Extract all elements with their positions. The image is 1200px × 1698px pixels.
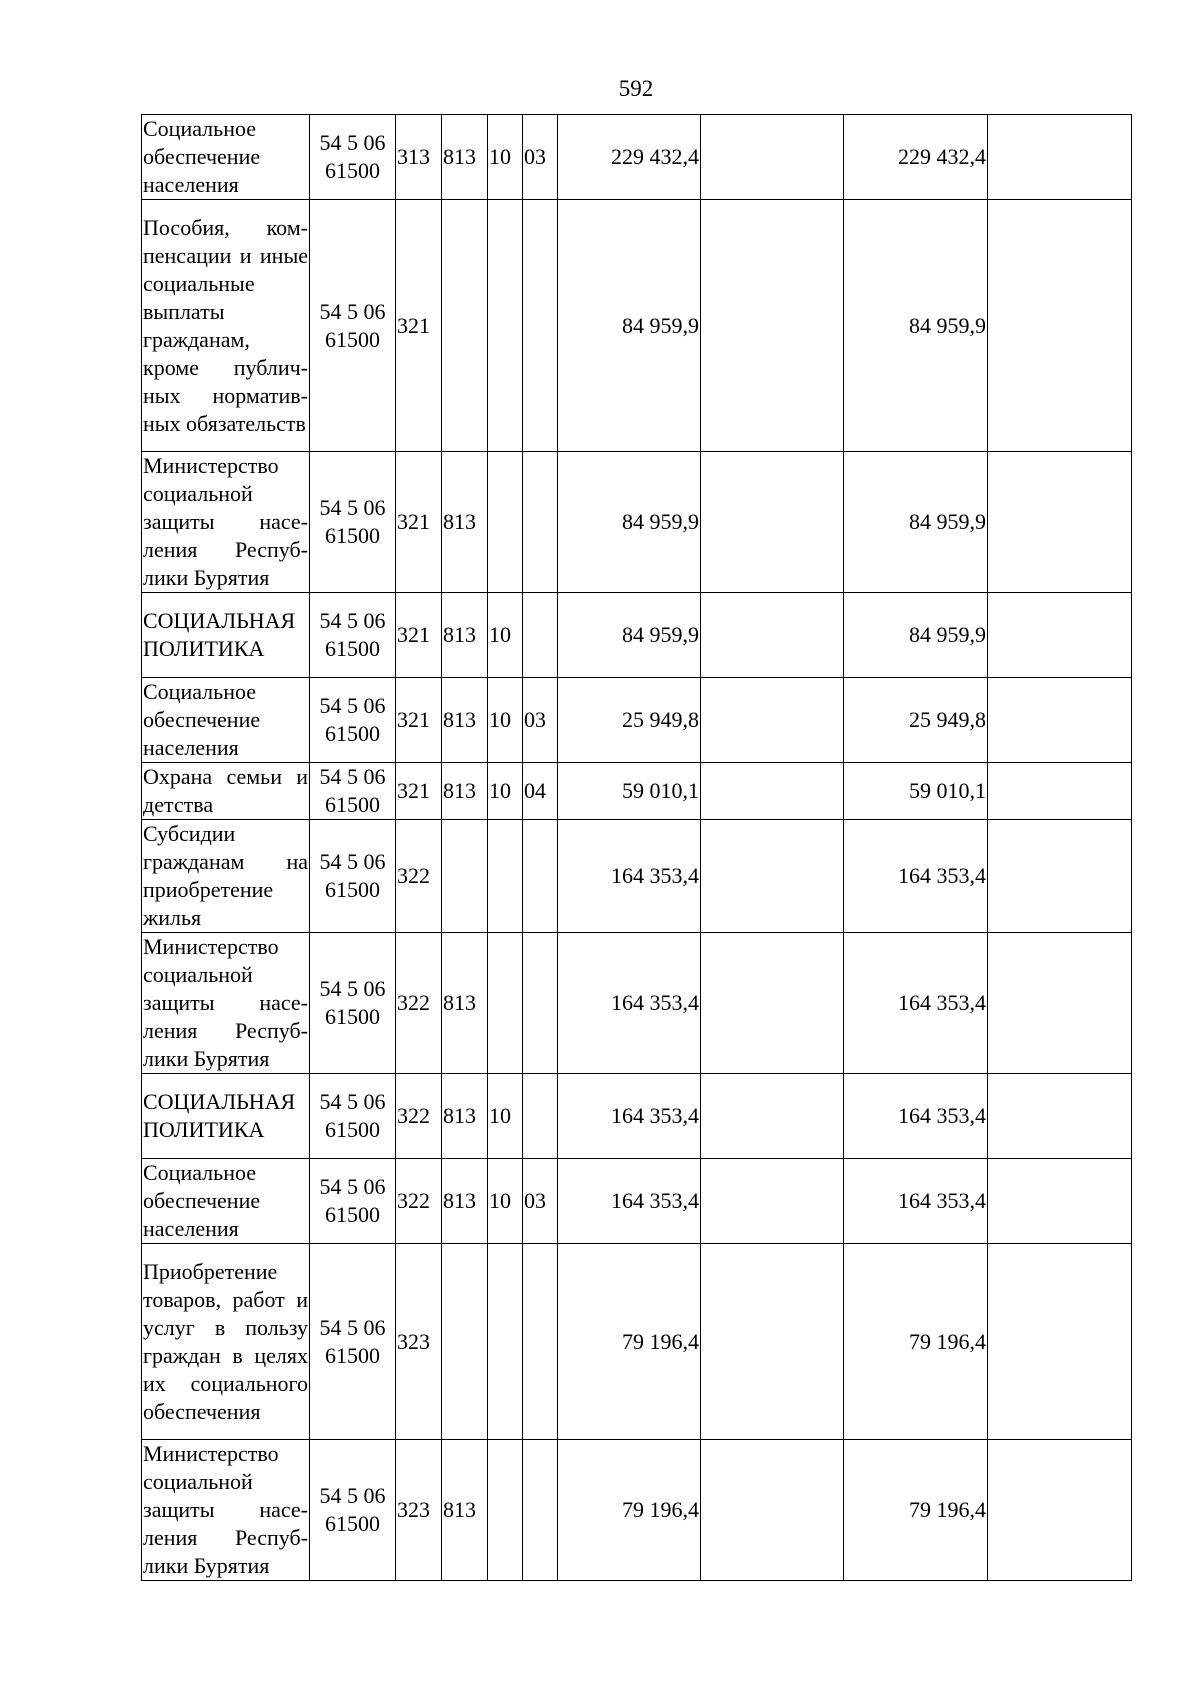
row-admin-code [442, 200, 488, 452]
row-expense-type: 321 [396, 593, 442, 678]
row-name: Субсидии гражданам на приобретение жилья [142, 820, 310, 933]
row-col-2 [701, 1440, 844, 1581]
row-target-code: 54 5 06 61500 [310, 933, 396, 1074]
row-target-code: 54 5 06 61500 [310, 200, 396, 452]
row-col-4 [988, 593, 1132, 678]
row-col-4 [988, 1159, 1132, 1244]
table-row [142, 678, 1132, 763]
row-expense-type: 313 [396, 115, 442, 200]
row-col-2 [701, 820, 844, 933]
row-col-4 [988, 452, 1132, 593]
row-admin-code [442, 1244, 488, 1440]
row-col-2 [701, 452, 844, 593]
row-sum-2: 164 353,4 [844, 1074, 988, 1159]
row-col-4 [988, 933, 1132, 1074]
row-name: Пособия, компенсации и иные социальные выплаты гражданам, кроме публичных нормативных обязательств [142, 200, 310, 452]
table-row [142, 200, 1132, 452]
row-subsection [523, 933, 558, 1074]
row-name: Министерство социальной защиты населения Республики Бурятия [142, 933, 310, 1074]
row-sum: 84 959,9 [558, 452, 701, 593]
row-sum: 25 949,8 [558, 678, 701, 763]
row-target-code: 54 5 06 61500 [310, 1159, 396, 1244]
row-admin-code [442, 820, 488, 933]
row-sum: 164 353,4 [558, 820, 701, 933]
table-body [142, 115, 1132, 1581]
row-subsection [523, 1440, 558, 1581]
row-sum-2: 164 353,4 [844, 933, 988, 1074]
row-subsection: 04 [523, 763, 558, 820]
row-target-code: 54 5 06 61500 [310, 115, 396, 200]
row-sum-2: 84 959,9 [844, 593, 988, 678]
table-row [142, 115, 1132, 200]
row-admin-code: 813 [442, 1440, 488, 1581]
row-subsection: 03 [523, 678, 558, 763]
row-col-4 [988, 763, 1132, 820]
table-row [142, 452, 1132, 593]
row-sum-2: 164 353,4 [844, 820, 988, 933]
row-sum-2: 229 432,4 [844, 115, 988, 200]
table-row [142, 820, 1132, 933]
row-subsection [523, 593, 558, 678]
table-row [142, 1440, 1132, 1581]
row-sum-2: 79 196,4 [844, 1440, 988, 1581]
row-col-2 [701, 115, 844, 200]
row-name: Социальное обеспечение населения [142, 115, 310, 200]
row-col-2 [701, 1159, 844, 1244]
row-target-code: 54 5 06 61500 [310, 820, 396, 933]
row-sum-2: 164 353,4 [844, 1159, 988, 1244]
row-sum: 79 196,4 [558, 1440, 701, 1581]
budget-table [141, 114, 1132, 1581]
row-sum-2: 25 949,8 [844, 678, 988, 763]
row-name: Социальное обеспечение населения [142, 1159, 310, 1244]
row-expense-type: 322 [396, 1074, 442, 1159]
row-expense-type: 323 [396, 1244, 442, 1440]
row-sum: 164 353,4 [558, 933, 701, 1074]
row-col-2 [701, 678, 844, 763]
row-expense-type: 321 [396, 452, 442, 593]
row-col-4 [988, 200, 1132, 452]
row-col-4 [988, 1244, 1132, 1440]
row-subsection [523, 452, 558, 593]
row-admin-code: 813 [442, 678, 488, 763]
row-name: Охрана семьи и детства [142, 763, 310, 820]
row-target-code: 54 5 06 61500 [310, 1074, 396, 1159]
row-section: 10 [488, 115, 523, 200]
table-row [142, 1159, 1132, 1244]
row-section: 10 [488, 678, 523, 763]
row-admin-code: 813 [442, 115, 488, 200]
row-section [488, 1244, 523, 1440]
row-expense-type: 323 [396, 1440, 442, 1581]
row-admin-code: 813 [442, 1074, 488, 1159]
table-row [142, 933, 1132, 1074]
row-col-2 [701, 1244, 844, 1440]
row-expense-type: 322 [396, 1159, 442, 1244]
row-target-code: 54 5 06 61500 [310, 763, 396, 820]
row-admin-code: 813 [442, 452, 488, 593]
row-expense-type: 321 [396, 678, 442, 763]
row-name: Министерство социальной защиты населения Республики Бурятия [142, 1440, 310, 1581]
row-section [488, 452, 523, 593]
row-col-4 [988, 820, 1132, 933]
row-sum: 84 959,9 [558, 200, 701, 452]
row-subsection [523, 200, 558, 452]
row-admin-code: 813 [442, 763, 488, 820]
row-subsection [523, 1074, 558, 1159]
row-col-4 [988, 678, 1132, 763]
table-row [142, 593, 1132, 678]
row-expense-type: 321 [396, 763, 442, 820]
row-sum: 79 196,4 [558, 1244, 701, 1440]
row-subsection: 03 [523, 115, 558, 200]
row-section [488, 820, 523, 933]
row-section: 10 [488, 593, 523, 678]
row-admin-code: 813 [442, 593, 488, 678]
row-sum-2: 84 959,9 [844, 200, 988, 452]
row-expense-type: 321 [396, 200, 442, 452]
row-col-2 [701, 200, 844, 452]
row-col-2 [701, 593, 844, 678]
row-section [488, 200, 523, 452]
row-admin-code: 813 [442, 1159, 488, 1244]
row-name: Приобретение товаров, работ и услуг в пользу граждан в целях их социального обеспечения [142, 1244, 310, 1440]
row-col-4 [988, 1074, 1132, 1159]
row-target-code: 54 5 06 61500 [310, 1244, 396, 1440]
row-target-code: 54 5 06 61500 [310, 593, 396, 678]
row-sum-2: 79 196,4 [844, 1244, 988, 1440]
row-target-code: 54 5 06 61500 [310, 452, 396, 593]
row-sum: 59 010,1 [558, 763, 701, 820]
row-sum: 164 353,4 [558, 1159, 701, 1244]
row-sum: 84 959,9 [558, 593, 701, 678]
row-col-2 [701, 1074, 844, 1159]
row-admin-code: 813 [442, 933, 488, 1074]
row-expense-type: 322 [396, 820, 442, 933]
row-subsection: 03 [523, 1159, 558, 1244]
row-col-4 [988, 1440, 1132, 1581]
row-section: 10 [488, 763, 523, 820]
row-sum: 229 432,4 [558, 115, 701, 200]
row-section: 10 [488, 1159, 523, 1244]
row-col-4 [988, 115, 1132, 200]
row-section: 10 [488, 1074, 523, 1159]
row-section [488, 1440, 523, 1581]
row-target-code: 54 5 06 61500 [310, 1440, 396, 1581]
row-section [488, 933, 523, 1074]
row-sum: 164 353,4 [558, 1074, 701, 1159]
row-sum-2: 84 959,9 [844, 452, 988, 593]
row-subsection [523, 820, 558, 933]
row-name: СОЦИАЛЬНАЯ ПОЛИТИКА [142, 1074, 310, 1159]
table-row [142, 1244, 1132, 1440]
row-name: СОЦИАЛЬНАЯ ПОЛИТИКА [142, 593, 310, 678]
page-number: 592 [618, 76, 654, 101]
row-name: Министерство социальной защиты населения Республики Бурятия [142, 452, 310, 593]
row-sum-2: 59 010,1 [844, 763, 988, 820]
table-row [142, 1074, 1132, 1159]
row-col-2 [701, 763, 844, 820]
row-expense-type: 322 [396, 933, 442, 1074]
row-col-2 [701, 933, 844, 1074]
row-target-code: 54 5 06 61500 [310, 678, 396, 763]
table-row [142, 763, 1132, 820]
row-subsection [523, 1244, 558, 1440]
row-name: Социальное обеспечение населения [142, 678, 310, 763]
